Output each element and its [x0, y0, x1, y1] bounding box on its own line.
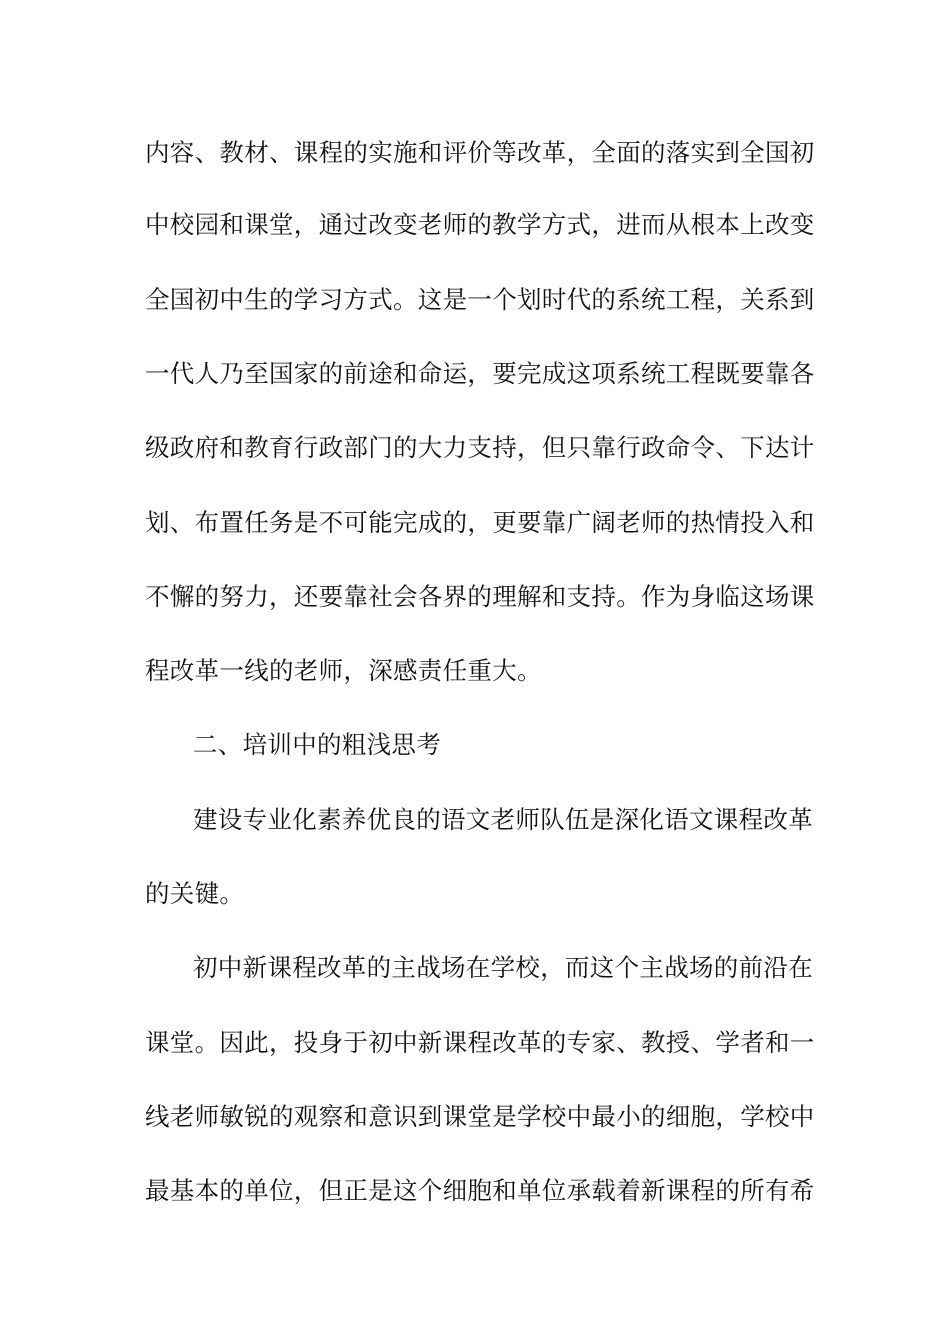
text-line-5: 级政府和教育行政部门的大力支持，但只靠行政命令、下达计 — [145, 433, 815, 462]
text-line-7: 不懈的努力，还要靠社会各界的理解和支持。作为身临这场课 — [145, 582, 815, 611]
text-line-8: 程改革一线的老师，深感责任重大。 — [145, 656, 542, 685]
text-line-11: 的关键。 — [145, 879, 245, 908]
section-heading: 二、培训中的粗浅思考 — [193, 730, 441, 759]
text-line-15: 最基本的单位，但正是这个细胞和单位承载着新课程的所有希 — [145, 1176, 815, 1205]
text-line-6: 划、布置任务是不可能完成的，更要靠广阔老师的热情投入和 — [145, 508, 815, 537]
text-line-14: 线老师敏锐的观察和意识到课堂是学校中最小的细胞，学校中 — [145, 1102, 815, 1131]
text-line-10: 建设专业化素养优良的语文老师队伍是深化语文课程改革 — [193, 805, 813, 834]
text-line-1: 内容、教材、课程的实施和评价等改革，全面的落实到全国初 — [145, 138, 815, 167]
text-line-13: 课堂。因此，投身于初中新课程改革的专家、教授、学者和一 — [145, 1028, 815, 1057]
text-line-3: 全国初中生的学习方式。这是一个划时代的系统工程，关系到 — [145, 285, 815, 314]
text-line-4: 一代人乃至国家的前途和命运，要完成这项系统工程既要靠各 — [145, 359, 815, 388]
text-line-2: 中校园和课堂，通过改变老师的教学方式，进而从根本上改变 — [145, 210, 815, 239]
text-line-12: 初中新课程改革的主战场在学校，而这个主战场的前沿在 — [193, 953, 813, 982]
